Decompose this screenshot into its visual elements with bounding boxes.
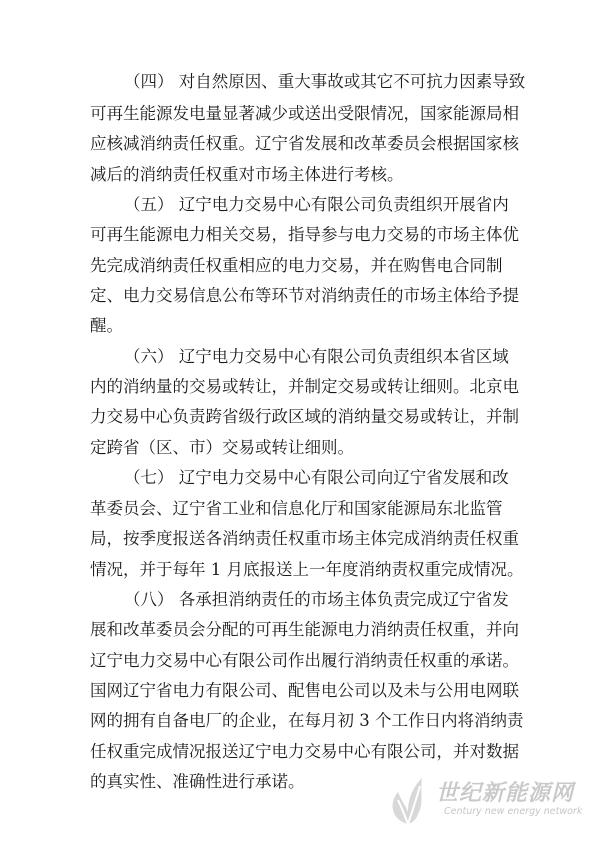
text-line-content: 革委员会、辽宁省工业和信息化厅和国家能源局东北监管	[90, 499, 503, 518]
text-line-content: 醒。	[90, 316, 123, 335]
text-line-content: 力交易中心负责跨省级行政区域的消纳量交易或转让，并制	[90, 407, 519, 426]
watermark	[378, 770, 588, 830]
text-line-content: （五） 辽宁电力交易中心有限公司负责组织开展省内	[124, 195, 509, 214]
text-line-content: 情况，并于每年 1 月底报送上一年度消纳责权重完成情况。	[90, 560, 524, 579]
text-line-content: 的真实性、准确性进行承诺。	[90, 772, 305, 791]
text-line-content: 任权重完成情况报送辽宁电力交易中心有限公司，并对数据	[90, 742, 519, 761]
text-line-content: 减后的消纳责任权重对市场主体进行考核。	[90, 165, 404, 184]
text-line-content: （八） 各承担消纳责任的市场主体负责完成辽宁省发	[124, 590, 509, 609]
text-line-content: 国网辽宁省电力有限公司、配售电公司以及未与公用电网联	[90, 681, 519, 700]
watermark-logo-icon	[378, 770, 438, 830]
text-line-content: 应核减消纳责任权重。辽宁省发展和改革委员会根据国家核	[90, 134, 519, 153]
text-line-content: 定跨省（区、市）交易或转让细则。	[90, 438, 354, 457]
watermark-subtitle: Century new energy network	[444, 806, 583, 817]
text-line-content: 可再生能源电力相关交易，指导参与电力交易的市场主体优	[90, 225, 519, 244]
text-line-content: 内的消纳量的交易或转让，并制定交易或转让细则。北京电	[90, 377, 519, 396]
text-line-content: （七） 辽宁电力交易中心有限公司向辽宁省发展和改	[124, 468, 509, 487]
text-line-content: 展和改革委员会分配的可再生能源电力消纳责任权重，并向	[90, 620, 519, 639]
text-line-content: 局，按季度报送各消纳责任权重市场主体完成消纳责任权重	[90, 529, 519, 548]
text-line-content: （六） 辽宁电力交易中心有限公司负责组织本省区域	[124, 347, 509, 366]
watermark-title: 世纪新能源网	[436, 781, 575, 806]
text-line-content: 网的拥有自备电厂的企业，在每月初 3 个工作日内将消纳责	[90, 711, 524, 730]
text-line-content: 可再生能源发电量显著减少或送出受限情况，国家能源局相	[90, 104, 519, 123]
text-line-content: （四） 对自然原因、重大事故或其它不可抗力因素导致	[124, 72, 526, 91]
text-line-content: 定、电力交易信息公布等环节对消纳责任的市场主体给予提	[90, 286, 519, 305]
text-line-content: 辽宁电力交易中心有限公司作出履行消纳责任权重的承诺。	[90, 651, 519, 670]
text-line-content: 先完成消纳责任权重相应的电力交易，并在购售电合同制	[90, 256, 503, 275]
